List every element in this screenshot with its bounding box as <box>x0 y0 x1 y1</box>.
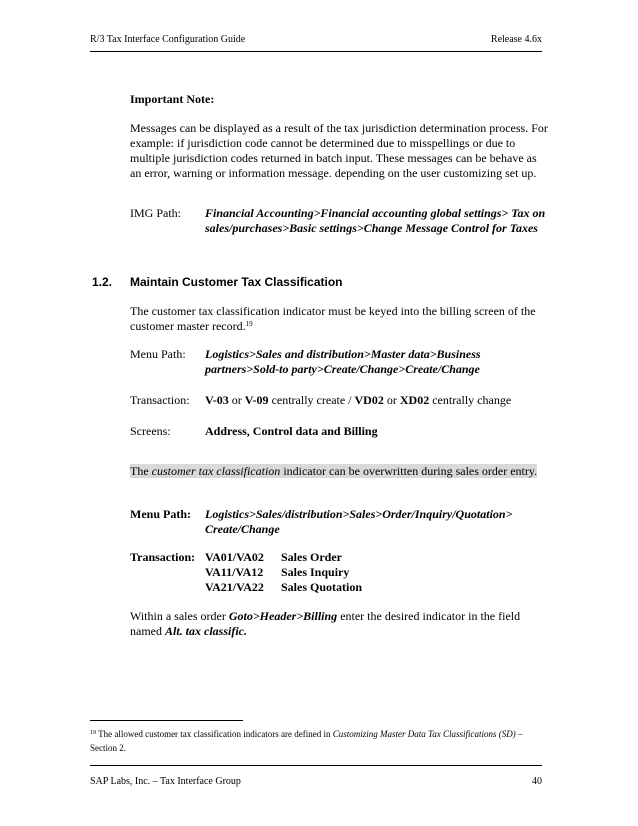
transaction-2-label: Transaction: <box>130 550 196 564</box>
transaction-row <box>205 580 550 595</box>
transaction-row-desc: Sales Order <box>281 550 342 564</box>
screens-value: Address, Control data and Billing <box>205 424 378 438</box>
transaction-row <box>205 565 550 580</box>
footnote-text: The allowed customer tax classification indicators are defined in <box>96 729 333 739</box>
transaction-text: centrally create / <box>268 393 355 407</box>
billing-paragraph <box>130 609 550 639</box>
transaction-text: or <box>228 393 245 407</box>
footnote-rule <box>90 720 243 721</box>
transaction-row-code: VA01/VA02 <box>205 550 264 564</box>
billing-text: enter the desired indicator in the field named <box>130 609 521 638</box>
highlight-text <box>130 464 537 478</box>
img-path-value: Financial Accounting>Financial accounting global settings> Tax on sales/purchases>Basic settings>Change Message Control for Taxes <box>205 206 546 235</box>
transaction-row-desc: Sales Quotation <box>281 580 363 594</box>
billing-field: Alt. tax classific. <box>165 624 247 638</box>
footnote-reference-title: Customizing Master Data Tax Classifications (SD) <box>332 729 516 739</box>
header-title: R/3 Tax Interface Configuration Guide <box>90 34 246 45</box>
note-body: Messages can be displayed as a result of the tax jurisdiction determination process. For example: if jurisdiction code cannot be determined due to misspellings or due to multiple jurisdiction codes returned in batch input. These messages can be behave as an error, warning or information message. depending on the user customizing set up. <box>130 121 548 180</box>
footnote-number: 19 <box>90 730 96 736</box>
menu-path-1-label: Menu Path: <box>130 347 186 361</box>
footnote-text: – Section 2. <box>90 729 523 753</box>
transaction-1-value <box>205 393 550 408</box>
billing-text: Within a sales order <box>130 609 229 623</box>
transaction-code: V-09 <box>244 393 269 407</box>
highlight-pre: The <box>130 464 152 478</box>
section-title: Maintain Customer Tax Classification <box>130 275 343 289</box>
page-number: 40 <box>532 776 542 787</box>
img-path-label: IMG Path: <box>130 206 181 220</box>
header-rule <box>90 51 542 52</box>
footnote-reference: 19 <box>245 320 253 328</box>
intro-paragraph <box>130 304 550 334</box>
highlight-paragraph <box>130 464 550 479</box>
menu-path-1-value: Logistics>Sales and distribution>Master data>Business partners>Sold-to party>Create/Change>Create/Change <box>205 347 481 376</box>
footer-org: SAP Labs, Inc. – Tax Interface Group <box>90 776 241 787</box>
transaction-row-code: VA21/VA22 <box>205 580 264 594</box>
header-release: Release 4.6x <box>490 34 542 45</box>
transaction-1-label: Transaction: <box>130 393 190 407</box>
transaction-row-desc: Sales Inquiry <box>281 565 350 579</box>
transaction-row <box>205 550 550 565</box>
intro-text: The customer tax classification indicator must be keyed into the billing screen of the customer master record. <box>130 304 536 333</box>
transaction-row-code: VA11/VA12 <box>205 565 264 579</box>
section-number: 1.2. <box>92 275 113 289</box>
menu-path-2-label: Menu Path: <box>130 507 191 521</box>
footer-rule <box>90 765 542 766</box>
transaction-code: VD02 <box>354 393 384 407</box>
menu-path-2-value: Logistics>Sales/distribution>Sales>Order/Inquiry/Quotation> Create/Change <box>205 507 513 536</box>
transaction-code: XD02 <box>399 393 430 407</box>
transaction-text: or <box>383 393 400 407</box>
note-title: Important Note: <box>130 92 215 106</box>
billing-path: Goto>Header>Billing <box>228 609 338 623</box>
transaction-text: centrally change <box>429 393 512 407</box>
footnote <box>90 727 540 755</box>
highlight-post: indicator can be overwritten during sales order entry. <box>280 464 538 478</box>
screens-label: Screens: <box>130 424 171 438</box>
transaction-code: V-03 <box>205 393 229 407</box>
transaction-2-list <box>205 550 550 595</box>
highlight-term: customer tax classification <box>151 464 281 478</box>
